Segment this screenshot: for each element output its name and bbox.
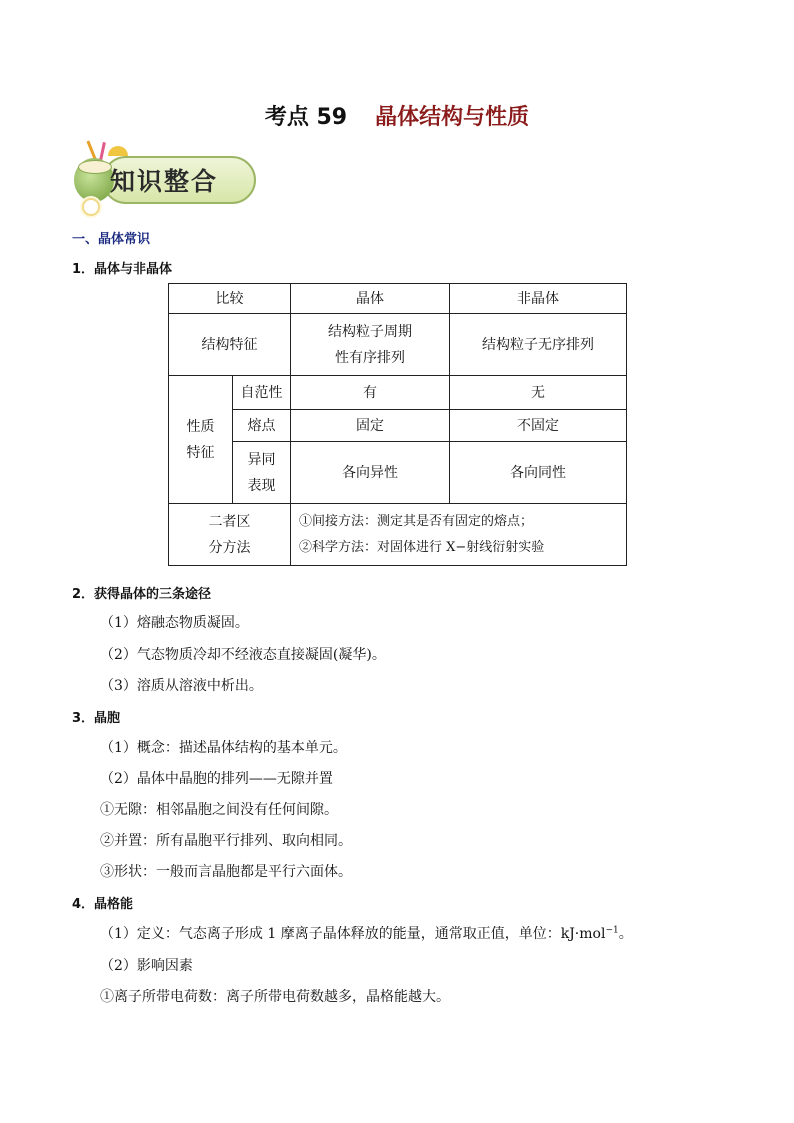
cell-line: 性有序排列 (335, 349, 405, 366)
cell-line: 表现 (247, 477, 276, 494)
table-cell (291, 504, 627, 566)
table-header-row (169, 284, 627, 314)
header-cell: 晶体 (291, 284, 450, 314)
list-item: ②并置：所有晶胞平行排列、取向相同。 (100, 833, 352, 849)
table-row (169, 504, 627, 566)
banner-label: 知识整合 (110, 167, 219, 196)
table-cell: 结构粒子无序排列 (450, 314, 627, 376)
cell-line: ①间接方法：测定其是否有固定的熔点； (299, 513, 534, 529)
subsection-heading-4: 4．晶格能 (72, 897, 134, 912)
flower-icon (82, 198, 100, 216)
coconut-top-icon (78, 160, 112, 174)
definition-text: （1）定义：气态离子形成 1 摩离子晶体释放的能量，通常取正值，单位：kJ·mol (100, 926, 606, 942)
unit-superscript: −1 (605, 925, 619, 936)
list-item (100, 923, 633, 943)
list-item: ③形状：一般而言晶胞都是平行六面体。 (100, 864, 352, 880)
table-cell: 固定 (291, 410, 450, 442)
row-label: 熔点 (233, 410, 291, 442)
cell-line: 二者区 (208, 513, 251, 530)
page-title (0, 100, 794, 131)
list-item: ①离子所带电荷数：离子所带电荷数越多，晶格能越大。 (100, 989, 450, 1005)
table-cell (291, 314, 450, 376)
row-label: 自范性 (233, 376, 291, 410)
section-heading (72, 228, 150, 247)
list-item: （2）影响因素 (100, 958, 193, 974)
list-item: （1）概念：描述晶体结构的基本单元。 (100, 740, 347, 756)
cell-line: 特征 (186, 444, 215, 461)
table-cell: 各向异性 (291, 442, 450, 504)
subsection-heading-2: 2．获得晶体的三条途径 (72, 587, 212, 602)
list-item: （2）晶体中晶胞的排列——无隙并置 (100, 771, 333, 787)
cell-line: 分方法 (208, 539, 251, 556)
table-row (169, 314, 627, 376)
definition-end: 。 (618, 926, 633, 942)
row-label (233, 442, 291, 504)
list-item: （1）熔融态物质凝固。 (100, 615, 249, 631)
section-heading-text: 一、晶体常识 (72, 232, 151, 247)
cell-line: ②科学方法：对固体进行 X−射线衍射实验 (299, 539, 545, 555)
row-label: 结构特征 (169, 314, 291, 376)
table-cell: 无 (450, 376, 627, 410)
knowledge-banner (72, 140, 256, 214)
list-item: ①无隙：相邻晶胞之间没有任何间隙。 (100, 802, 338, 818)
umbrella-icon (108, 146, 128, 156)
list-item: （3）溶质从溶液中析出。 (100, 678, 263, 694)
comparison-table (168, 283, 627, 566)
header-cell: 比较 (169, 284, 291, 314)
subsection-heading-3: 3．晶胞 (72, 711, 121, 726)
table-cell: 有 (291, 376, 450, 410)
table-row (169, 442, 627, 504)
header-cell: 非晶体 (450, 284, 627, 314)
row-group-label (169, 376, 233, 504)
table-row (169, 410, 627, 442)
list-item: （2）气态物质冷却不经液态直接凝固(凝华)。 (100, 647, 386, 663)
table-cell: 各向同性 (450, 442, 627, 504)
cell-line: 性质 (186, 418, 215, 435)
row-label (169, 504, 291, 566)
topic-name: 晶体结构与性质 (375, 105, 530, 130)
table-row (169, 376, 627, 410)
topic-number: 考点 59 (264, 105, 348, 130)
cell-line: 异同 (247, 451, 276, 468)
table-cell: 不固定 (450, 410, 627, 442)
cell-line: 结构粒子周期 (328, 323, 412, 340)
subsection-heading-1: 1．晶体与非晶体 (72, 262, 173, 277)
